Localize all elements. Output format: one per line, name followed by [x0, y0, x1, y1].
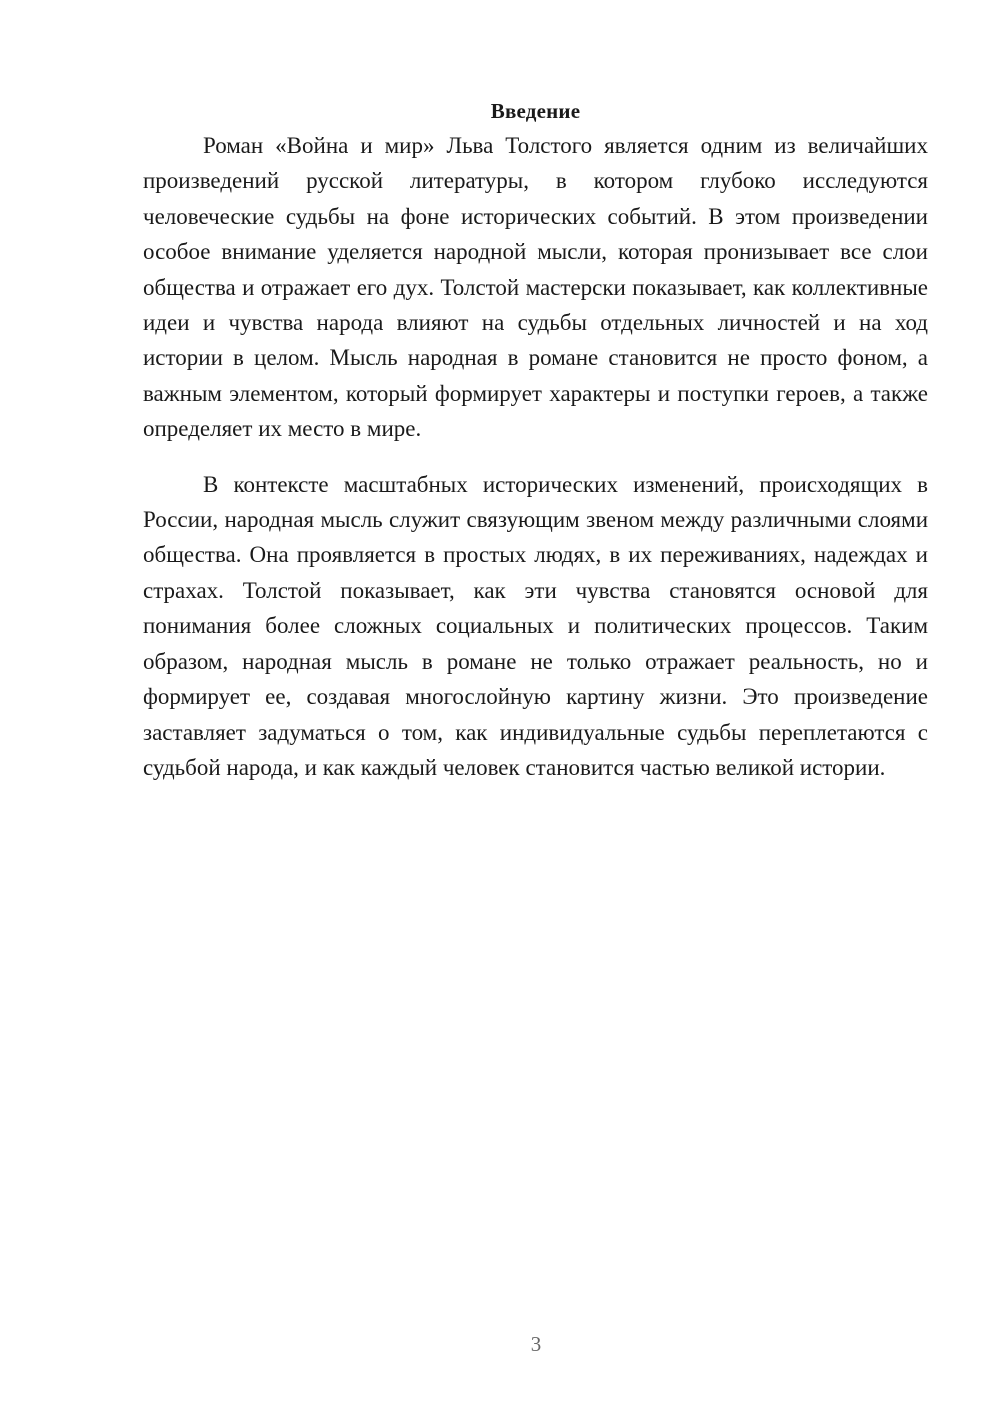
page-heading: Введение — [490, 99, 581, 123]
paragraph-2: В контексте масштабных исторических изменений, происходящих в России, народная мысль служит связующим звеном между различными слоями общества. Она проявляется в простых людях, в их переживаниях, надеждах и страхах. Толстой показывает, как эти чувства становятся основой для понимания более сложных социальных и политических процессов. Таким образом, народная мысль в романе не только отражает реальность, но и формирует ее, создавая многослойную картину жизни. Это произведение заставляет задуматься о том, как индивидуальные судьбы переплетаются с судьбой народа, и как каждый человек становится частью великой истории. — [143, 471, 928, 780]
paragraph-1: Роман «Война и мир» Льва Толстого является одним из величайших произведений русской литературы, в котором глубоко исследуются человеческие судьбы на фоне исторических событий. В этом произведении особое внимание уделяется народной мысли, которая пронизывает все слои общества и отражает его дух. Толстой мастерски показывает, как коллективные идеи и чувства народа влияют на судьбы отдельных личностей и на ход истории в целом. Мысль народная в романе становится не просто фоном, а важным элементом, который формирует характеры и поступки героев, а также определяет их место в мире. — [143, 133, 928, 442]
page-content — [143, 94, 928, 785]
page-number: 3 — [530, 1332, 542, 1356]
